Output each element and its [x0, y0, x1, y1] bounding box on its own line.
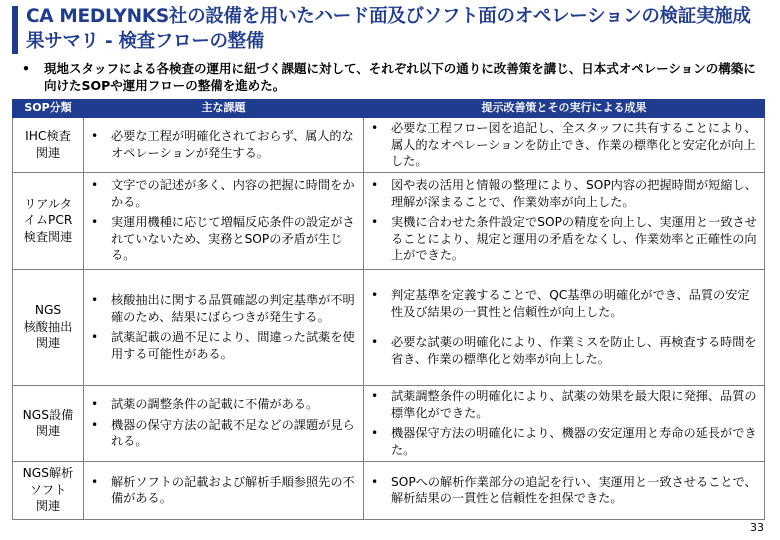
- list-item: [368, 388, 760, 421]
- issue-text: 試薬の調整条件の記載に不備がある。: [111, 397, 319, 412]
- sop-summary-table: [12, 99, 765, 520]
- list-item: [368, 334, 760, 367]
- list-item: [88, 292, 359, 325]
- bullet-icon: •: [371, 474, 379, 489]
- list-item: [368, 214, 760, 264]
- issues-cell: [84, 118, 364, 173]
- bullet-icon: •: [91, 474, 99, 489]
- list-item: [368, 287, 760, 320]
- page-number: 33: [750, 521, 764, 534]
- issues-cell: [84, 461, 364, 519]
- page-title: CA MEDLYNKS社の設備を用いたハード面及びソフト面のオペレーションの検証実施成果サマリ - 検査フローの整備: [26, 6, 751, 52]
- header-main-issues: 主な課題: [84, 100, 364, 118]
- bullet-icon: •: [91, 330, 99, 344]
- result-text: 必要な試薬の明確化により、作業ミスを防止し、再検査する時間を省き、作業の標準化と効率が向上した。: [391, 335, 757, 366]
- results-cell: [364, 385, 765, 461]
- issues-cell: [84, 385, 364, 461]
- list-item: [368, 177, 760, 210]
- intro-text: 現地スタッフによる各検査の運用に紐づく課題に対して、それぞれ以下の通りに改善策を講じ、日本式オペレーションの構築に向けたSOPや運用フローの整備を進めた。: [44, 61, 756, 93]
- issue-text: 機器の保守方法の記載不足などの課題が見られる。: [111, 417, 355, 449]
- bullet-icon: •: [91, 417, 99, 432]
- bullet-icon: •: [371, 178, 379, 193]
- sop-category-cell: NGS設備 関連: [13, 385, 84, 461]
- list-item: [88, 329, 359, 362]
- list-item: [88, 214, 359, 264]
- issue-text: 試薬記載の過不足により、間違った試薬を使用する可能性がある。: [111, 330, 355, 361]
- issue-text: 実運用機種に応じて増幅反応条件の設定がされていないため、実務とSOPの矛盾が生じる。: [111, 215, 355, 263]
- issue-text: 文字での記述が多く、内容の把握に時間をかかる。: [111, 178, 355, 209]
- issue-text: 核酸抽出に関する品質確認の判定基準が不明確のため、結果にばらつきが発生する。: [111, 293, 355, 324]
- bullet-icon: •: [371, 121, 379, 135]
- results-cell: [364, 269, 765, 385]
- list-item: [88, 128, 359, 161]
- table-header-row: [13, 100, 765, 118]
- bullet-icon: •: [371, 215, 379, 230]
- results-cell: [364, 118, 765, 173]
- bullet-icon: •: [91, 129, 99, 144]
- bullet-icon: •: [371, 426, 379, 440]
- bullet-icon: •: [91, 293, 99, 307]
- header-sop-category: SOP分類: [13, 100, 84, 118]
- sop-category-cell: NGS 核酸抽出 関連: [13, 269, 84, 385]
- table-row: [13, 172, 765, 269]
- table-row: [13, 385, 765, 461]
- results-cell: [364, 172, 765, 269]
- list-item: [368, 474, 760, 507]
- issues-cell: [84, 269, 364, 385]
- issue-text: 必要な工程が明確化されておらず、属人的なオペレーションが発生する。: [111, 129, 354, 160]
- title-accent-bar: [12, 6, 18, 54]
- result-text: 機器保守方法の明確化により、機器の安定運用と寿命の延長ができた。: [391, 426, 757, 457]
- result-text: 図や表の活用と情報の整理により、SOP内容の把握時間が短縮し、理解が深まることで、作業効率が向上した。: [391, 178, 757, 209]
- list-item: [88, 474, 359, 507]
- table-row: [13, 461, 765, 519]
- intro-paragraph: [22, 60, 762, 94]
- list-item: [88, 417, 359, 450]
- table-row: [13, 118, 765, 173]
- result-text: 試薬調整条件の明確化により、試薬の効果を最大限に発揮、品質の標準化ができた。: [391, 389, 757, 420]
- header-improvements-results: 提示改善策とその実行による成果: [364, 100, 765, 118]
- bullet-icon: •: [371, 335, 379, 349]
- list-item: [368, 425, 760, 458]
- result-text: 実機に合わせた条件設定でSOPの精度を向上し、実運用と一致させることにより、規定と運用の矛盾をなくし、作業効率と正確性の向上ができた。: [391, 215, 757, 263]
- bullet-icon: •: [91, 215, 99, 230]
- bullet-icon: •: [371, 389, 379, 403]
- results-cell: [364, 461, 765, 519]
- list-item: [88, 177, 359, 210]
- list-item: [368, 120, 760, 170]
- list-item: [88, 396, 359, 413]
- issue-text: 解析ソフトの記載および解析手順参照先の不備がある。: [111, 474, 355, 505]
- result-text: 必要な工程フロー図を追記し、全スタッフに共有することにより、属人的なオペレーションを防止でき、作業の標準化と安定化が向上した。: [391, 121, 757, 168]
- result-text: 判定基準を定義することで、QC基準の明確化ができ、品質の安定性及び結果の一貫性と信頼性が向上した。: [391, 288, 750, 319]
- sop-category-cell: NGS解析 ソフト 関連: [13, 461, 84, 519]
- bullet-icon: •: [91, 397, 99, 412]
- table-row: [13, 269, 765, 385]
- issues-cell: [84, 172, 364, 269]
- bullet-icon: •: [22, 61, 30, 76]
- sop-category-cell: リアルタ イムPCR 検査関連: [13, 172, 84, 269]
- result-text: SOPへの解析作業部分の追記を行い、実運用と一致させることで、解析結果の一貫性と信頼性を担保できた。: [391, 474, 757, 505]
- bullet-icon: •: [371, 288, 379, 302]
- sop-category-cell: IHC検査 関連: [13, 118, 84, 173]
- bullet-icon: •: [91, 178, 99, 193]
